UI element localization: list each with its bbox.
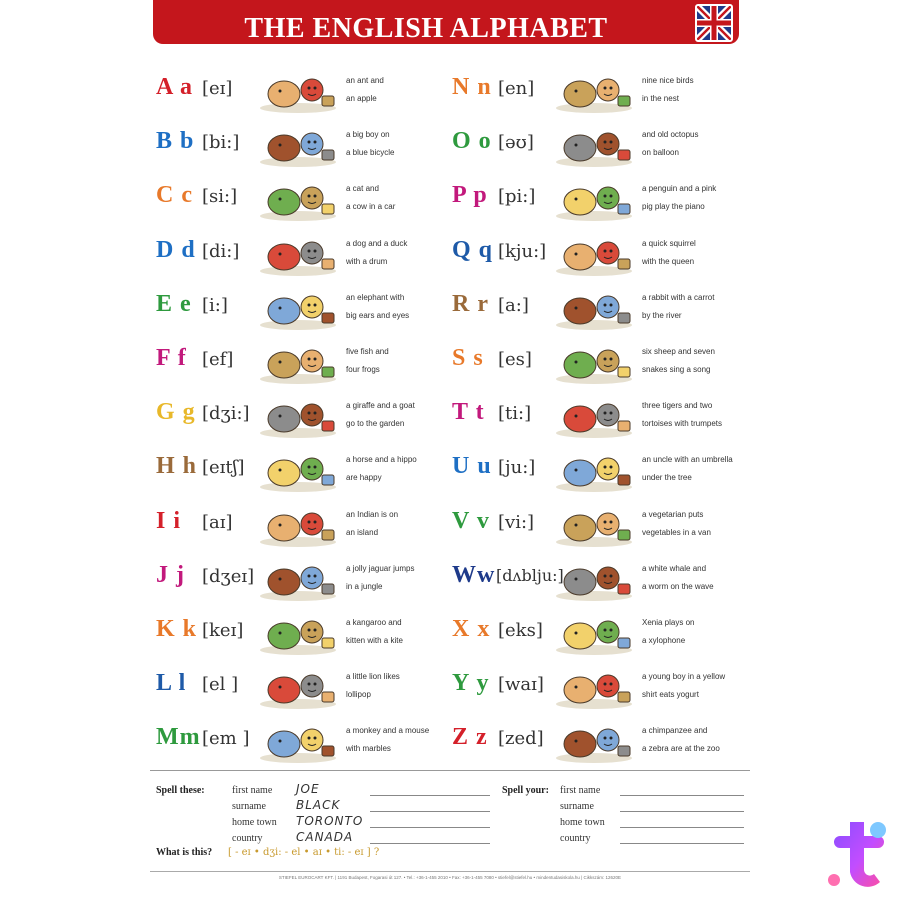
caption-line: a kangaroo and [346, 617, 402, 627]
alphabet-row [452, 283, 750, 337]
spell-these-label: Spell these: [156, 785, 205, 796]
example-caption [642, 614, 750, 650]
answer-line [620, 827, 744, 828]
alphabet-row [452, 66, 750, 120]
right-alphabet-column [452, 66, 750, 770]
spell-these-first-name-value: JOE [296, 782, 320, 796]
alphabet-row [452, 391, 750, 445]
spell-your-first-name-label: first name [560, 785, 601, 796]
phonetic-transcription: [em ] [202, 728, 250, 750]
uncle-umbrella-picture [552, 447, 636, 493]
title-banner [153, 0, 739, 44]
alphabet-row [156, 391, 454, 445]
spell-these-home-town-value: TORONTO [296, 814, 364, 828]
phonetic-transcription: [zed] [498, 728, 544, 750]
letter-pair: V v [452, 507, 490, 534]
whale-worm-picture [552, 556, 636, 602]
caption-line: an island [346, 527, 379, 537]
caption-line: a zebra are at the zoo [642, 744, 720, 754]
phonetic-transcription: [ju:] [498, 457, 536, 479]
alphabet-poster [150, 0, 750, 890]
caption-line: a cat and [346, 184, 379, 194]
letter-pair: Y y [452, 670, 490, 697]
caption-line: a chimpanzee and [642, 726, 708, 736]
answer-line [370, 811, 490, 812]
caption-line: lollipop [346, 690, 371, 700]
poster-title: THE ENGLISH ALPHABET [244, 13, 608, 44]
alphabet-row [452, 716, 750, 770]
answer-line [370, 827, 490, 828]
alphabet-row [452, 337, 750, 391]
example-caption [642, 289, 750, 325]
fish-frogs-picture [256, 339, 340, 385]
letter-pair: G g [156, 399, 196, 426]
letter-pair: P p [452, 182, 488, 209]
phonetic-transcription: [pi:] [498, 186, 536, 208]
letter-pair: D d [156, 236, 196, 263]
caption-line: an uncle with an umbrella [642, 455, 733, 465]
caption-line: an Indian is on [346, 509, 399, 519]
jaguar-jungle-picture [256, 556, 340, 602]
phonetic-transcription: [eɪ] [202, 78, 233, 99]
phonetic-transcription: [dʒi:] [202, 403, 250, 425]
tigers-tortoises-picture [552, 393, 636, 439]
example-caption [346, 668, 454, 704]
spell-your-label: Spell your: [502, 785, 549, 796]
letter-pair: Ww [452, 561, 496, 588]
letter-pair: L l [156, 670, 187, 697]
caption-line: a worm on the wave [642, 581, 714, 591]
letter-pair: B b [156, 128, 195, 155]
alphabet-row [452, 445, 750, 499]
xylophone-picture [552, 610, 636, 656]
caption-line: six sheep and seven [642, 346, 715, 356]
vegetables-van-picture [552, 502, 636, 548]
example-caption [642, 343, 750, 379]
letter-pair: X x [452, 615, 491, 642]
caption-line: with a drum [346, 256, 388, 266]
alphabet-row [156, 120, 454, 174]
caption-line: tortoises with trumpets [642, 419, 723, 429]
alphabet-row [156, 283, 454, 337]
phonetic-transcription: [ef] [202, 348, 234, 370]
letter-pair: O o [452, 128, 492, 155]
example-caption [642, 451, 750, 487]
caption-line: a jolly jaguar jumps [346, 563, 415, 573]
phonetic-transcription: [el ] [202, 674, 239, 696]
horse-hippo-picture [256, 447, 340, 493]
caption-line: a xylophone [642, 635, 686, 645]
boy-yogurt-picture [552, 664, 636, 710]
alphabet-row [156, 66, 454, 120]
chimpanzee-zebra-picture [552, 718, 636, 764]
spelling-section [150, 770, 750, 881]
caption-line: on balloon [642, 148, 679, 158]
alphabet-row [452, 608, 750, 662]
answer-line [370, 843, 490, 844]
alphabet-row [156, 608, 454, 662]
letter-pair: J j [156, 561, 185, 588]
example-caption [642, 560, 750, 596]
letter-pair: R r [452, 290, 489, 317]
answer-line [370, 795, 490, 796]
caption-line: a young boy in a yellow [642, 672, 726, 682]
answer-line [620, 843, 744, 844]
letter-pair: T t [452, 399, 485, 426]
spell-these-country-label: country [232, 833, 263, 844]
example-caption [346, 126, 454, 162]
indian-island-picture [256, 502, 340, 548]
example-caption [642, 506, 750, 542]
phonetic-transcription: [eɪtʃ] [202, 457, 245, 479]
phonetic-transcription: [eks] [498, 619, 543, 641]
alphabet-row [156, 500, 454, 554]
caption-line: a rabbit with a carrot [642, 292, 715, 302]
caption-line: in the nest [642, 94, 679, 103]
caption-line: an elephant with [346, 292, 405, 302]
ant-and-apple-picture [256, 68, 340, 114]
caption-line: big ears and eyes [346, 310, 410, 320]
spell-your-home-town-label: home town [560, 817, 605, 828]
spell-these-first-name-label: first name [232, 785, 273, 796]
phonetic-transcription: [ti:] [498, 403, 532, 425]
caption-line: shirt eats yogurt [642, 690, 699, 700]
example-caption [346, 614, 454, 650]
letter-pair: F f [156, 344, 187, 371]
letter-pair: I i [156, 507, 182, 534]
caption-line: Xenia plays on [642, 617, 695, 627]
spell-these-country-value: CANADA [296, 830, 354, 844]
caption-line: kitten with a kite [346, 635, 403, 645]
phonetic-transcription: [dʌblju:] [496, 565, 564, 585]
caption-line: an apple [346, 94, 377, 103]
phonetic-transcription: [waɪ] [498, 674, 544, 696]
spell-your-country-label: country [560, 833, 591, 844]
caption-line: snakes sing a song [642, 364, 711, 374]
letter-pair: N n [452, 74, 492, 100]
alphabet-row [452, 174, 750, 228]
phonetic-transcription: [di:] [202, 240, 240, 262]
example-caption [346, 506, 454, 542]
answer-line [620, 811, 744, 812]
example-caption [346, 397, 454, 433]
phonetic-transcription: [en] [498, 78, 535, 99]
caption-line: a little lion likes [346, 672, 400, 682]
alphabet-row [452, 229, 750, 283]
letter-pair: Mm [156, 724, 201, 751]
example-caption [642, 72, 750, 108]
caption-line: a penguin and a pink [642, 184, 717, 194]
example-caption [346, 560, 454, 596]
alphabet-row [156, 174, 454, 228]
example-caption [642, 180, 750, 216]
example-caption [346, 235, 454, 271]
phonetic-transcription: [si:] [202, 186, 238, 208]
letter-pair: Q q [452, 236, 494, 263]
birds-nest-picture [552, 68, 636, 114]
monkey-mouse-picture [256, 718, 340, 764]
phonetic-transcription: [əʊ] [498, 132, 534, 154]
caption-line: with the queen [642, 256, 695, 266]
phonetic-transcription: [i:] [202, 294, 228, 316]
letter-pair: C c [156, 182, 193, 209]
letter-pair: U u [452, 453, 492, 480]
phonetic-transcription: [keɪ] [202, 619, 244, 641]
example-caption [346, 343, 454, 379]
caption-line: four frogs [346, 364, 380, 374]
letter-pair: Z z [452, 724, 488, 751]
alphabet-row [156, 337, 454, 391]
caption-line: a horse and a hippo [346, 455, 417, 465]
caption-line: with marbles [346, 744, 391, 754]
example-caption [642, 235, 750, 271]
caption-line: an ant and [346, 76, 384, 85]
penguin-pig-piano-picture [552, 176, 636, 222]
caption-line: pig play the piano [642, 202, 705, 212]
phonetic-transcription: [aɪ] [202, 511, 233, 533]
letter-pair: S s [452, 344, 484, 371]
spell-these-home-town-label: home town [232, 817, 277, 828]
app-logo-icon [820, 816, 892, 892]
caption-line: go to the garden [346, 419, 405, 429]
alphabet-row [156, 716, 454, 770]
caption-line: are happy [346, 473, 382, 483]
squirrel-queen-picture [552, 231, 636, 277]
letter-pair: H h [156, 453, 198, 480]
caption-line: three tigers and two [642, 401, 713, 411]
kangaroo-kite-picture [256, 610, 340, 656]
example-caption [642, 126, 750, 162]
caption-line: a white whale and [642, 563, 707, 573]
phonetic-transcription: [vi:] [498, 511, 535, 533]
boy-on-bicycle-picture [256, 122, 340, 168]
caption-line: under the tree [642, 473, 692, 483]
left-alphabet-column [156, 66, 454, 770]
dog-duck-drum-picture [256, 231, 340, 277]
phonetic-transcription: [es] [498, 348, 532, 370]
example-caption [642, 397, 750, 433]
spell-these-surname-label: surname [232, 801, 266, 812]
publisher-footer: STIEFEL EUROCART KFT. | 1191 Budapest, Fogarasi út 127. • Tel.: +36-1-455 2010 • Fax: +36-1-455 7080 • stiefel@stiefel.hu • mindentudasiskola.hu | Cikkszám: 12620E [150, 871, 750, 880]
caption-line: by the river [642, 310, 682, 320]
rabbit-river-picture [552, 285, 636, 331]
example-caption [346, 289, 454, 325]
caption-line: a giraffe and a goat [346, 401, 415, 411]
caption-line: nine nice birds [642, 76, 694, 85]
phonetic-transcription: [dʒeɪ] [202, 565, 255, 587]
alphabet-row [156, 445, 454, 499]
alphabet-row [452, 662, 750, 716]
alphabet-row [156, 662, 454, 716]
caption-line: a dog and a duck [346, 238, 408, 248]
what-is-this-label: What is this? [156, 847, 213, 858]
alphabet-row [452, 120, 750, 174]
spell-your-surname-label: surname [560, 801, 594, 812]
phonetic-transcription: [bi:] [202, 132, 240, 154]
example-caption [346, 722, 454, 758]
elephant-picture [256, 285, 340, 331]
sheep-snakes-picture [552, 339, 636, 385]
answer-line [620, 795, 744, 796]
example-caption [642, 722, 750, 758]
spell-these-surname-value: BLACK [296, 798, 341, 812]
example-caption [346, 180, 454, 216]
letter-pair: A a [156, 74, 194, 100]
phonetic-transcription: [a:] [498, 294, 529, 316]
caption-line: a blue bicycle [346, 148, 395, 158]
caption-line: a monkey and a mouse [346, 726, 430, 736]
example-caption [642, 668, 750, 704]
caption-line: vegetables in a van [642, 527, 711, 537]
phonetic-transcription: [kju:] [498, 240, 547, 262]
cat-cow-car-picture [256, 176, 340, 222]
octopus-balloon-picture [552, 122, 636, 168]
giraffe-goat-picture [256, 393, 340, 439]
alphabet-row [156, 229, 454, 283]
caption-line: a big boy on [346, 130, 390, 140]
caption-line: five fish and [346, 346, 389, 356]
letter-pair: K k [156, 615, 198, 642]
union-jack-flag-icon [695, 4, 733, 42]
example-caption [346, 451, 454, 487]
example-caption [346, 72, 454, 108]
caption-line: in a jungle [346, 581, 383, 591]
alphabet-row [452, 500, 750, 554]
what-is-this-sequence: [ - eɪ • dʒi: - el • aɪ • ti: - eɪ ] ? [228, 847, 380, 858]
alphabet-row [156, 554, 454, 608]
alphabet-row [452, 554, 750, 608]
letter-pair: E e [156, 290, 192, 317]
caption-line: and old octopus [642, 130, 699, 140]
caption-line: a cow in a car [346, 202, 396, 212]
caption-line: a vegetarian puts [642, 509, 704, 519]
caption-line: a quick squirrel [642, 238, 696, 248]
lion-lollipop-picture [256, 664, 340, 710]
